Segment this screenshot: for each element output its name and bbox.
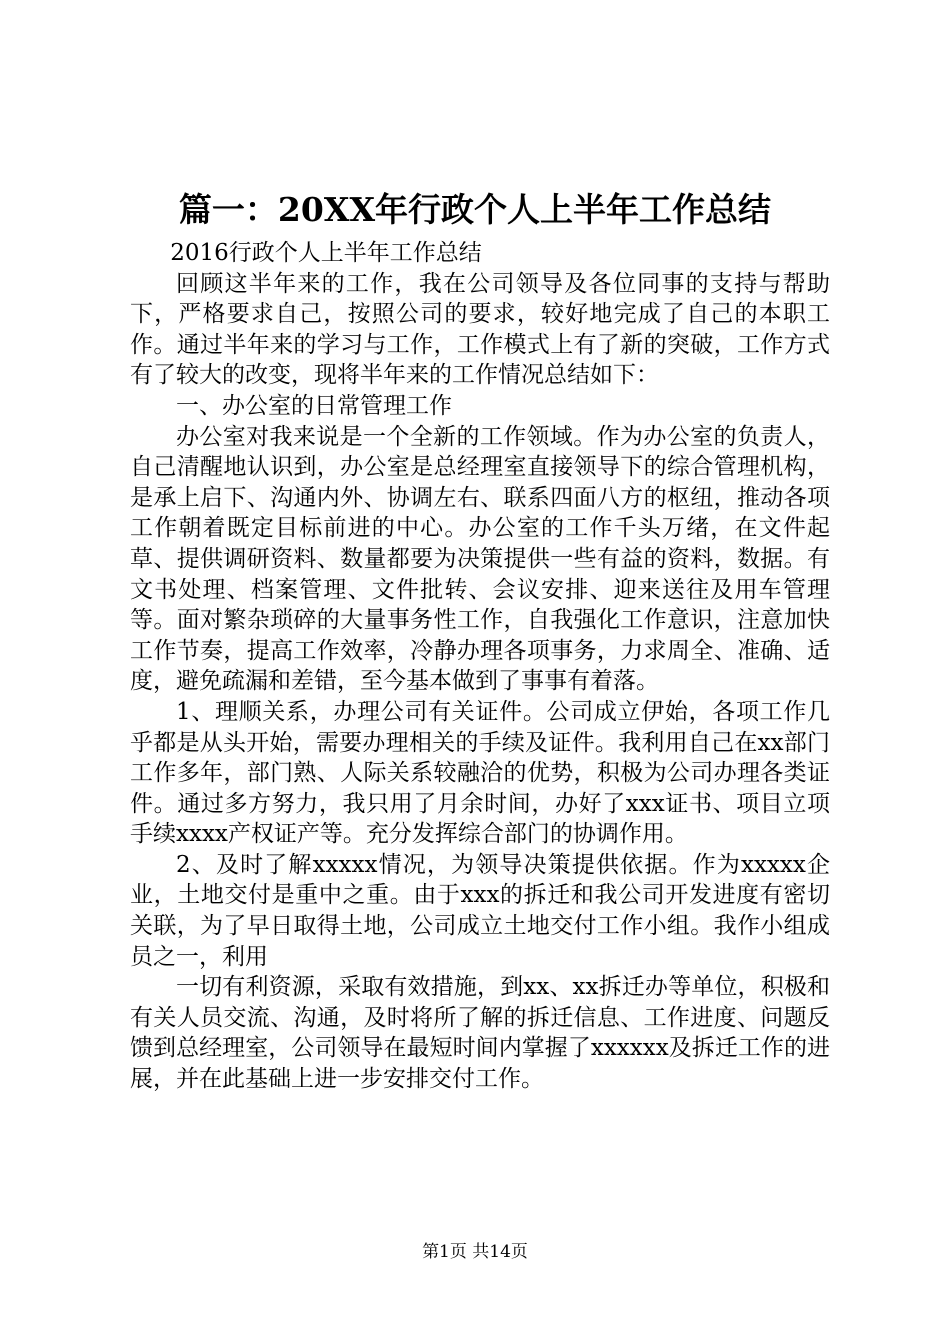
paragraph-intro: 回顾这半年来的工作，我在公司领导及各位同事的支持与帮助下，严格要求自己，按照公司的要求，较好地完成了自己的本职工作。通过半年来的学习与工作，工作模式上有了新的突破，工作方式有了较大的改变，现将半年来的工作情况总结如下： xyxy=(130,270,830,389)
paragraph-item-2: 2、及时了解xxxxx情况，为领导决策提供依据。作为xxxxx企业，土地交付是重中之重。由于xxx的拆迁和我公司开发进度有密切关联，为了早日取得土地，公司成立土地交付工作小组。我作小组成员之一，利用 xyxy=(130,851,830,970)
document-subtitle: 2016行政个人上半年工作总结 xyxy=(170,240,482,266)
section-heading: 一、办公室的日常管理工作 xyxy=(176,392,452,419)
paragraph-item-2-continued: 一切有利资源，采取有效措施，到xx、xx拆迁办等单位，积极和有关人员交流、沟通，及时将所了解的拆迁信息、工作进度、问题反馈到总经理室，公司领导在最短时间内掌握了xxxxxx及拆迁工作的进展，并在此基础上进一步安排交付工作。 xyxy=(130,974,830,1093)
page-footer: 第1页 共14页 xyxy=(422,1242,528,1262)
document-body xyxy=(130,238,830,1095)
document-title: 篇一：20XX年行政个人上半年工作总结 xyxy=(178,190,772,229)
paragraph-item-1: 1、理顺关系，办理公司有关证件。公司成立伊始，各项工作几乎都是从头开始，需要办理相关的手续及证件。我利用自己在xx部门工作多年，部门熟、人际关系较融洽的优势，积极为公司办理各类证件。通过多方努力，我只用了月余时间，办好了xxx证书、项目立项手续xxxx产权证产等。充分发挥综合部门的协调作用。 xyxy=(130,698,830,848)
paragraph-office-duties: 办公室对我来说是一个全新的工作领域。作为办公室的负责人，自己清醒地认识到，办公室是总经理室直接领导下的综合管理机构，是承上启下、沟通内外、协调左右、联系四面八方的枢纽，推动各项工作朝着既定目标前进的中心。办公室的工作千头万绪，在文件起草、提供调研资料、数量都要为决策提供一些有益的资料，数据。有文书处理、档案管理、文件批转、会议安排、迎来送往及用车管理等。面对繁杂琐碎的大量事务性工作，自我强化工作意识，注意加快工作节奏，提高工作效率，冷静办理各项事务，力求周全、准确、适度，避免疏漏和差错，至今基本做到了事事有着落。 xyxy=(130,423,830,695)
